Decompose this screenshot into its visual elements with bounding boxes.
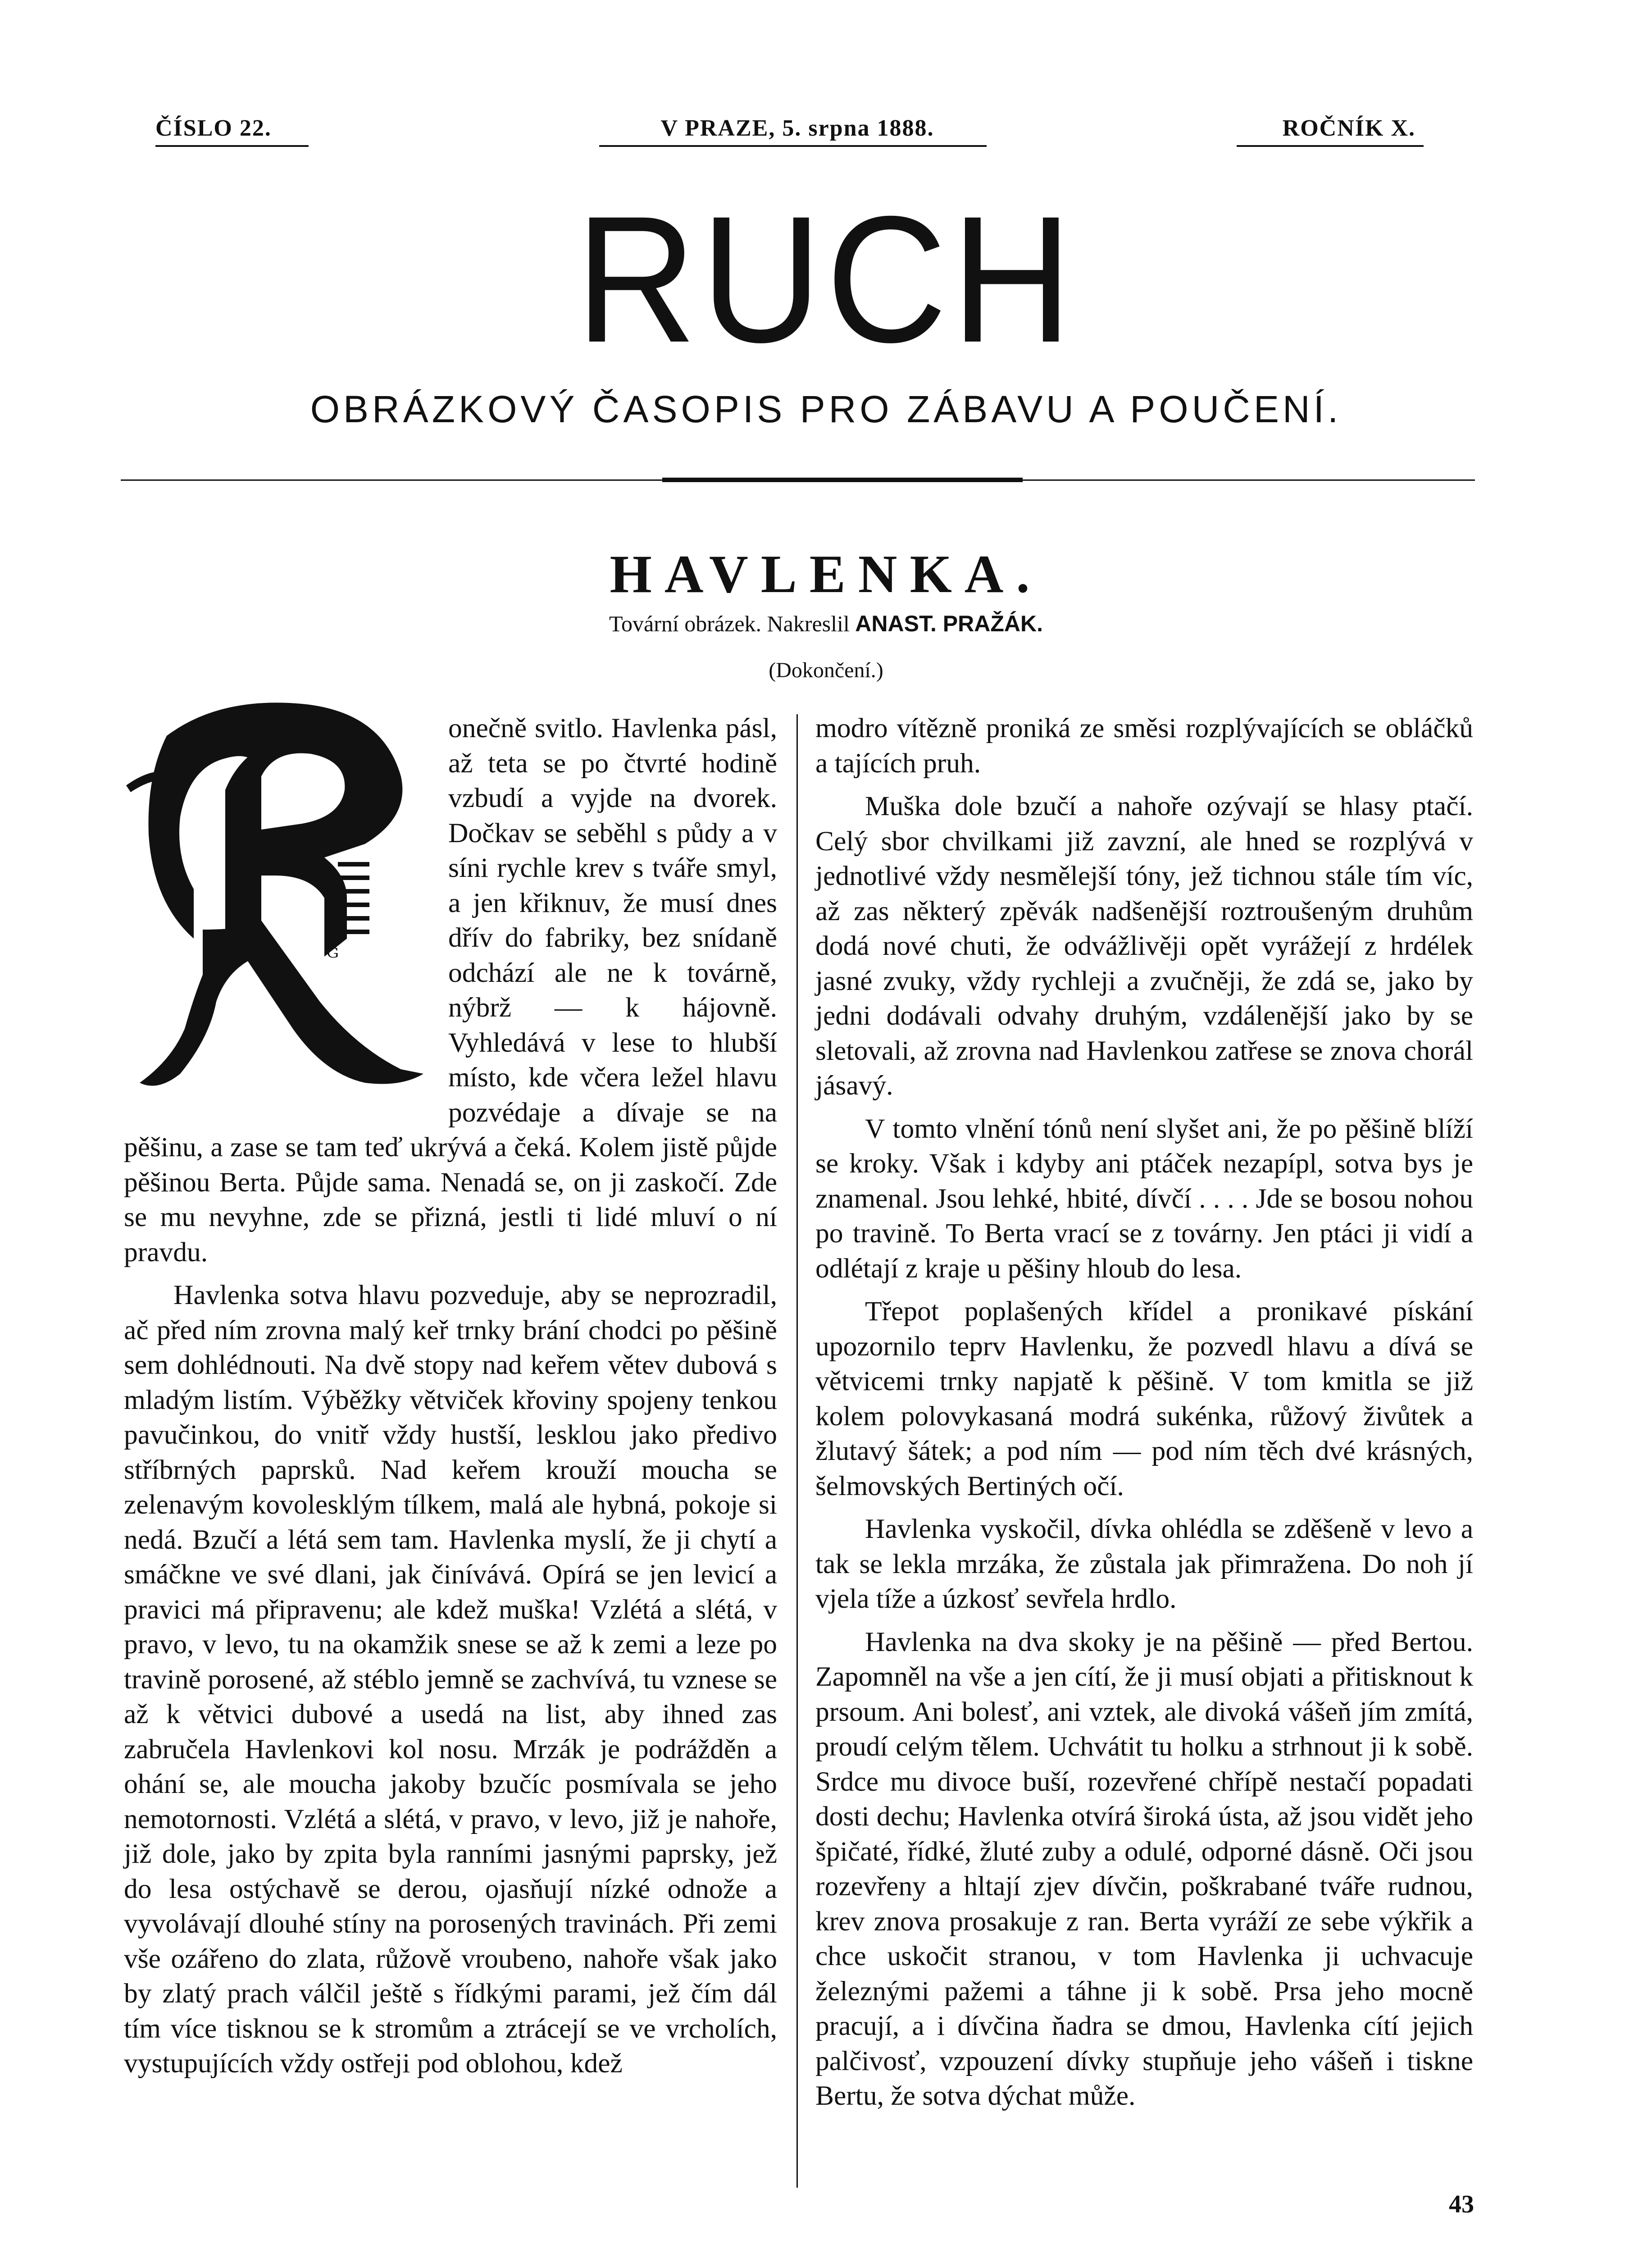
volume: ROČNÍK X.: [1282, 115, 1415, 141]
article-byline: [0, 611, 1652, 637]
issue-underline: [155, 145, 309, 147]
place-date: V PRAZE, 5. srpna 1888.: [660, 115, 934, 141]
separator-ornament: [662, 478, 1023, 482]
right-paragraph-6: Havlenka na dva skoky je na pěšině — před Bertou. Zapomněl na vše a jen cítí, že ji musí objati a přitisknout k prsoum. Ani bolesť, ani vztek, ale divoká vášeň jím zmítá, proudí celým tělem. Uchvátit tu holku a strhnout ji k sobě. Srdce mu divoce buší, rozevřené chřípě nestačí popadati dosti dechu; Havlenka otvírá široká ústa, až jsou vidět jeho špičaté, řídké, žluté zuby a odulé, odporné dásně. Oči jsou rozevřeny a hltají zjev dívčin, poškrabané tváře rudnou, krev znova prosakuje z ran. Berta vyráží ze sebe výkřik a chce uskočit stranou, v tom Havlenka ji uchvacuje železnými pažemi a táhne ji k sobě. Prsa jeho mocně pracují, a i dívčina ňadra se dmou, Havlenka cítí jejich palčivosť, vzpouzení dívky stupňuje jeho vášeň i tiskne Bertu, že sotva dýchat může.: [815, 1626, 1473, 2111]
byline-prefix: Tovární obrázek. Nakreslil: [609, 611, 850, 636]
right-paragraph-4: Třepot poplašených křídel a pronikavé pískání upozornilo teprv Havlenku, že pozvedl hlavu a dívá se větvicemi trnky napjatě k pěšině. V tom kmitla se již kolem polovykasaná modrá sukénka, růžový živůtek a žlutavý šátek; a pod ním — pod ním těch dvé krásných, šelmovských Bertiných očí.: [815, 1296, 1473, 1501]
right-column: [815, 711, 1473, 2114]
author-name: ANAST. PRAŽÁK.: [855, 611, 1043, 636]
article-title: HAVLENKA.: [610, 544, 1042, 604]
right-paragraph-3: V tomto vlnění tónů není slyšet ani, že po pěšině blíží se kroky. Však i kdyby ani ptáček nezapípl, sotva bys je znamenal. Jsou lehké, hbité, dívčí . . . . Jde se bosou nohou po travině. To Berta vrací se z továrny. Jen ptáci ji vidí a odlétají z kraje u pěšiny hloub do lesa.: [815, 1113, 1473, 1284]
column-rule: [796, 714, 798, 2188]
right-paragraph-2: Muška dole bzučí a nahoře ozývají se hlasy ptačí. Celý sbor chvilkami již zavzní, ale hned se rozplývá v jednotlivé vždy nesmělejší tóny, jež tichnou stále tím víc, až zas některý zpěvák nadšenější roztroušeným druhům dodá nové chuti, že odvážlivěji opět vyrážejí z hrdélek jasné zvuky, vždy rychleji a zvučněji, že zdá se, jako by jedni dodávali odvahy druhým, vzdálenější jako by se sletovali, až zrovna nad Havlenkou zatřese se znova chorál jásavý.: [815, 791, 1473, 1101]
left-column: [124, 711, 777, 2081]
right-paragraph-1: modro vítězně proniká ze směsi rozplývajících se obláčků a tajících pruh.: [815, 713, 1473, 779]
page-number: 43: [1449, 2190, 1474, 2218]
masthead-subtitle: OBRÁZKOVÝ ČASOPIS PRO ZÁBAVU A POUČENÍ.: [310, 388, 1342, 430]
issue-number: ČÍSLO 22.: [155, 115, 272, 141]
volume-underline: [1237, 145, 1424, 147]
continuation-note: (Dokončení.): [769, 658, 883, 682]
svg-text:ᴳ: ᴳ: [327, 943, 339, 971]
decorative-initial-icon: [113, 686, 437, 1092]
place-date-underline: [599, 145, 987, 147]
left-paragraph-2: Havlenka sotva hlavu pozveduje, aby se neprozradil, ač před ním zrovna malý keř trnky brání chodci po pěšině sem dohlédnouti. Na dvě stopy nad keřem větev dubová s mladým listím. Výběžky větviček křoviny spojeny tenkou pavučinkou, do vnitř vždy hustší, lesklou jako předivo stříbrných paprsků. Nad keřem krouží moucha se zelenavým kovolesklým tílkem, malá ale hybná, pokoje si nedá. Bzučí a létá sem tam. Havlenka myslí, že ji chytí a smáčkne ve své dlani, jak činívává. Opírá se jen levicí a pravici má připravenu; ale kdež muška! Vzlétá a slétá, v pravo, v levo, tu na okamžik snese se až k zemi a leze po travině porosené, až stéblo jemně se zachvívá, tu vznese se až k větvici dubové a usedá na list, aby ihned zas zabručela Havlenkovi kol nosu. Mrzák je podrážděn a ohání se, ale moucha jakoby bzučíc posmívala se jeho nemotornosti. Vzlétá a slétá, v pravo, v levo, již je nahoře, již dole, jako by zpita byla ranními jasnými paprsky, jež do lesa ostýchavě se derou, ojasňují nízké odnože a vyvolávají dlouhé stíny na porosených travinách. Při zemi vše ozářeno do zlata, růžově vroubeno, nahoře však jako by zlatý prach válčil ještě s řídkými parami, jež čím dál tím více tisknou se k stromům a ztrácejí se ve vrcholích, vystupujících vždy ostřeji pod oblohou, kdež: [124, 1280, 777, 2079]
left-paragraph-1: onečně svitlo. Havlenka pásl, až teta se po čtvrté hodině vzbudí a vyjde na dvorek. Dočkav se seběhl s půdy a v síni rychle krev s tváře smyl, a jen křiknuv, že musí dnes dřív do fabriky, bez snídaně odchází ale ne k továrně, nýbrž — k hájovně. Vyhledává v lese to hlubší místo, kde včera ležel hlavu pozvédaje a dívaje se na pěšinu, a zase se tam teď ukrývá a čeká. Kolem jistě půjde pěšinou Berta. Půjde sama. Nenadá se, on ji zaskočí. Zde se mu nevyhne, zde se přizná, jestli ti lidé mluví o ní pravdu.: [124, 713, 777, 1268]
right-paragraph-5: Havlenka vyskočil, dívka ohlédla se zděšeně v levo a tak se lekla mrzáka, že zůstala jak přimražena. Do noh jí vjela tíže a úzkosť sevřela hrdlo.: [815, 1514, 1473, 1614]
masthead-title: RUCH: [575, 178, 1077, 380]
